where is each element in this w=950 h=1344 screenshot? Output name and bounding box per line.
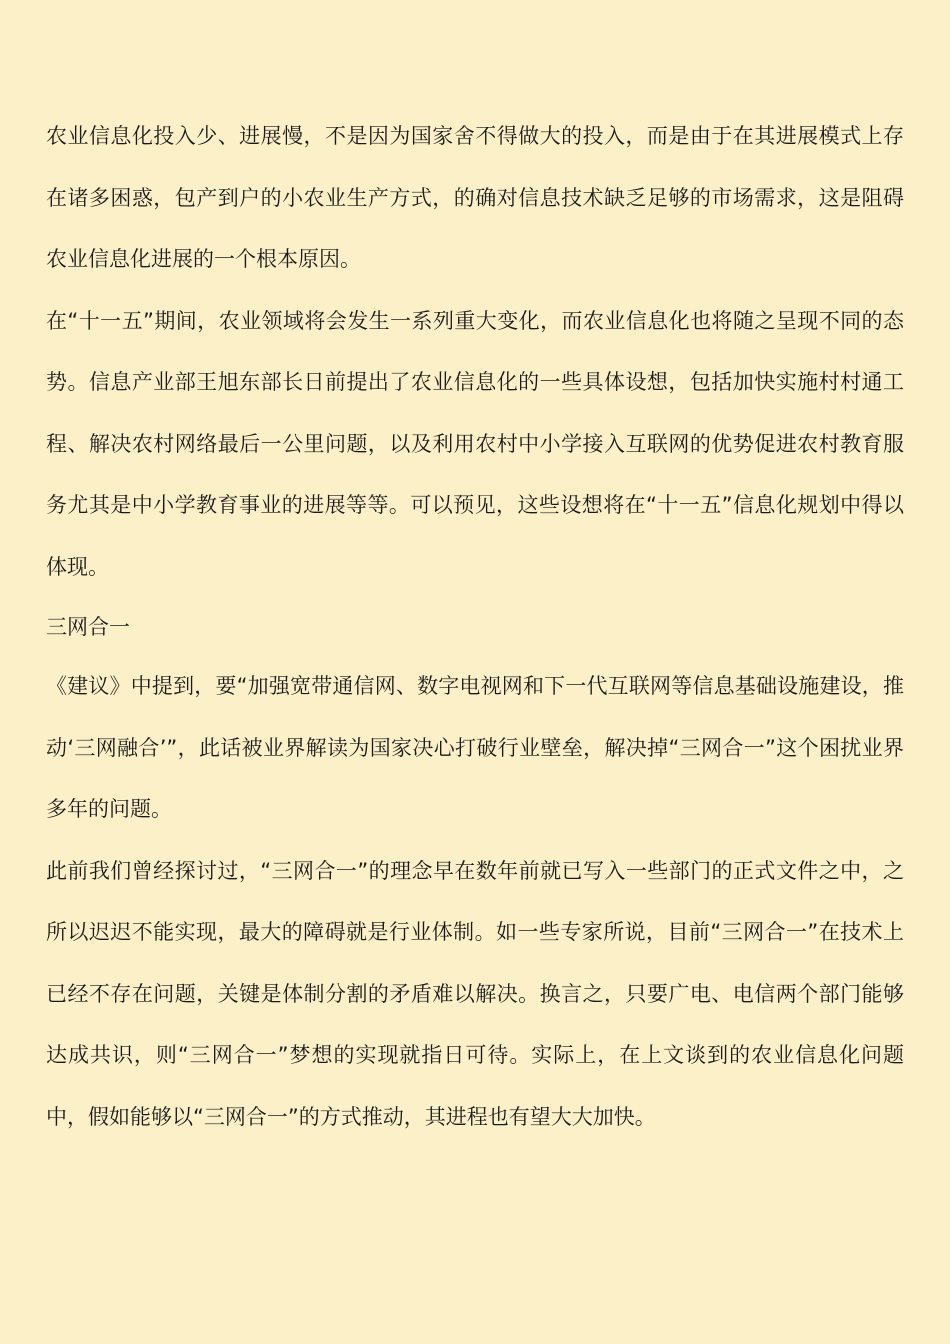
section-heading-three-networks: 三网合一 xyxy=(46,615,130,639)
paragraph-eleventh-five-year: 在“十一五”期间，农业领域将会发生一系列重大变化，而农业信息化也将随之呈现不同的态势。信息产业部王旭东部长日前提出了农业信息化的一些具体设想，包括加快实施村村通工程、解决农村网络最后一公里问题，以及利用农村中小学接入互联网的优势促进农村教育服务尤其是中小学教育事业的进展等等。可以预见，这些设想将在“十一五”信息化规划中得以体现。 xyxy=(46,308,904,579)
paragraph-agri-investment: 农业信息化投入少、进展慢，不是因为国家舍不得做大的投入，而是由于在其进展模式上存在诸多困惑，包产到户的小农业生产方式，的确对信息技术缺乏足够的市场需求，这是阻碍农业信息化进展的一个根本原因。 xyxy=(46,124,904,271)
paragraph-industry-system: 此前我们曾经探讨过，“三网合一”的理念早在数年前就已写入一些部门的正式文件之中，之所以迟迟不能实现，最大的障碍就是行业体制。如一些专家所说，目前“三网合一”在技术上已经不存在问题，关键是体制分割的矛盾难以解决。换言之，只要广电、电信两个部门能够达成共识，则“三网合一”梦想的实现就指日可待。实际上，在上文谈到的农业信息化问题中，假如能够以“三网合一”的方式推动，其进程也有望大大加快。 xyxy=(46,858,904,1129)
paragraph-proposal: 《建议》中提到，要“加强宽带通信网、数字电视网和下一代互联网等信息基础设施建设，推动‘三网融合’”，此话被业界解读为国家决心打破行业壁垒，解决掉“三网合一”这个困扰业界多年的问题。 xyxy=(46,674,904,821)
document-body xyxy=(46,106,904,1148)
